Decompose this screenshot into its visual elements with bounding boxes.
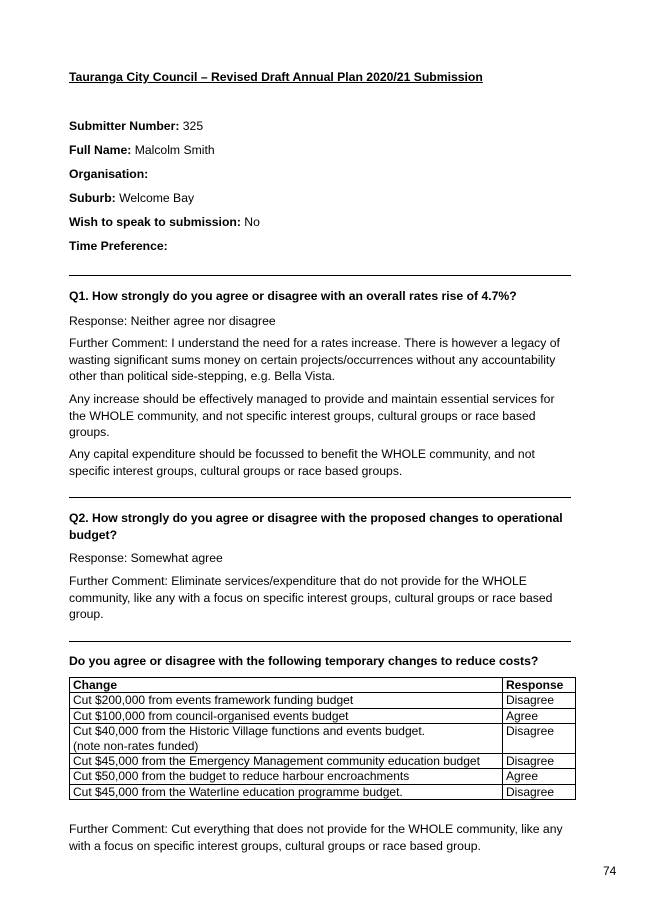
q1-response: Response: Neither agree nor disagree [69,314,276,328]
change-cell: Cut $40,000 from the Historic Village functions and events budget. (note non-rates funded) [70,724,503,754]
change-column-header: Change [70,678,503,693]
wish-to-speak-field: Wish to speak to submission: No [69,215,260,229]
q1-comment-3: Any capital expenditure should be focussed to benefit the WHOLE community, and not specific interest groups, cultural groups or race based groups. [69,447,535,478]
response-cell: Disagree [503,693,576,708]
suburb-field: Suburb: Welcome Bay [69,191,195,205]
table-row [70,754,576,769]
change-cell: Cut $45,000 from the Waterline education programme budget. [70,784,503,799]
section-divider [69,497,571,498]
q1-comment-2: Any increase should be effectively managed to provide and maintain essential services for the WHOLE community, and not specific interest groups, cultural groups or race based groups. [69,392,555,439]
section-divider [69,275,571,276]
changes-table [69,677,576,800]
table-header-row [70,678,576,693]
document-title: Tauranga City Council – Revised Draft Annual Plan 2020/21 Submission [69,70,483,84]
table-row [70,693,576,708]
change-cell: Cut $50,000 from the budget to reduce harbour encroachments [70,769,503,784]
table-row [70,708,576,723]
q2-comment: Further Comment: Eliminate services/expenditure that do not provide for the WHOLE community, like any with a focus on specific interest groups, cultural groups or race based group. [69,574,553,621]
change-cell: Cut $45,000 from the Emergency Management community education budget [70,754,503,769]
change-cell: Cut $100,000 from council-organised events budget [70,708,503,723]
response-cell: Agree [503,769,576,784]
table-row [70,724,576,754]
response-cell: Agree [503,708,576,723]
organisation-field: Organisation: [69,167,149,181]
q2-question: Q2. How strongly do you agree or disagree with the proposed changes to operational budget? [69,511,563,542]
time-preference-field: Time Preference: [69,239,168,253]
q1-comment: Further Comment: I understand the need for a rates increase. There is however a legacy of wasting significant sums money on certain projects/occurrences without any accountability other than political side-stepping, e.g. Bella Vista. [69,336,560,383]
page-number: 74 [603,864,617,878]
table-row [70,769,576,784]
change-cell: Cut $200,000 from events framework funding budget [70,693,503,708]
q1-question: Q1. How strongly do you agree or disagree with an overall rates rise of 4.7%? [69,289,517,303]
q3-question: Do you agree or disagree with the following temporary changes to reduce costs? [69,654,539,668]
section-divider [69,641,571,642]
table-row [70,784,576,799]
response-cell: Disagree [503,784,576,799]
response-column-header: Response [503,678,576,693]
submitter-number-field: Submitter Number: 325 [69,119,204,133]
response-cell: Disagree [503,754,576,769]
full-name-field: Full Name: Malcolm Smith [69,143,215,157]
q3-comment: Further Comment: Cut everything that does not provide for the WHOLE community, like any with a focus on specific interest groups, cultural groups or race based group. [69,822,563,853]
q2-response: Response: Somewhat agree [69,551,223,565]
response-cell: Disagree [503,724,576,754]
